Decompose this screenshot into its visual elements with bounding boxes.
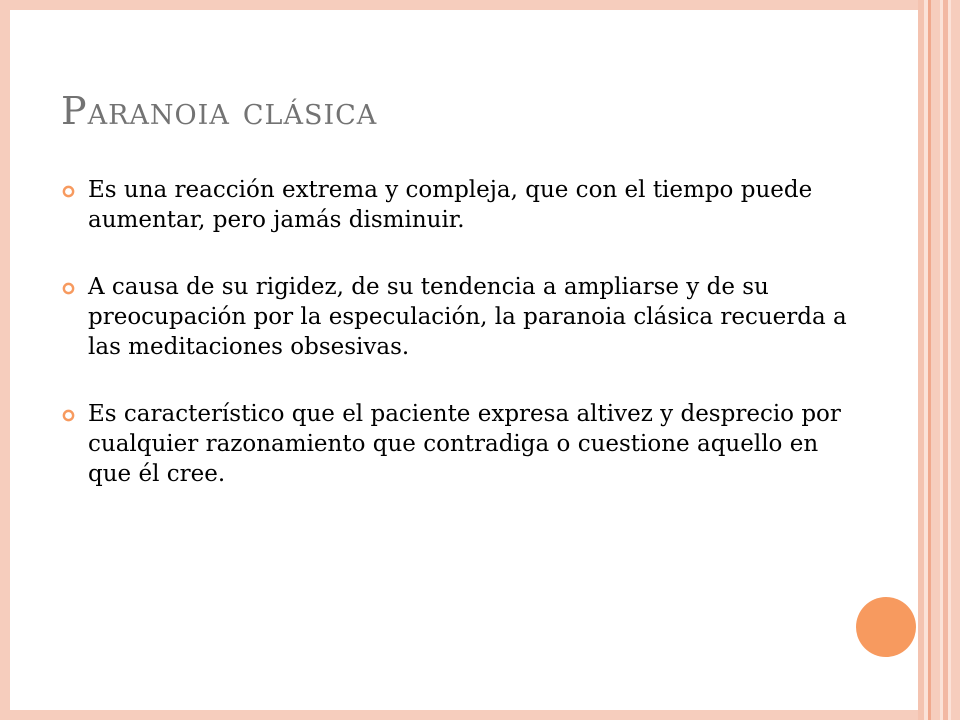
hollow-circle-bullet-icon (62, 185, 75, 198)
bullet-item (62, 272, 852, 362)
bullet-text: Es característico que el paciente expresa altivez y desprecio por cualquier razonamiento que contradiga o cuestione aquello en que él cree. (88, 401, 841, 487)
hollow-circle-bullet-icon (62, 409, 75, 422)
bullet-item (62, 399, 852, 489)
decorative-stripe (931, 0, 940, 720)
decorative-stripe (951, 0, 960, 720)
frame-top-border (0, 0, 920, 10)
accent-circle-decoration (856, 597, 916, 657)
hollow-circle-bullet-icon (62, 282, 75, 295)
bullet-text: Es una reacción extrema y compleja, que con el tiempo puede aumentar, pero jamás disminuir. (88, 177, 813, 233)
frame-left-border (0, 0, 10, 720)
slide-title: Paranoia clásica (61, 89, 378, 133)
bullet-list (62, 175, 852, 489)
bullet-item (62, 175, 852, 235)
bullet-text: A causa de su rigidez, de su tendencia a ampliarse y de su preocupación por la especulación, la paranoia clásica recuerda a las meditaciones obsesivas. (88, 274, 847, 360)
frame-bottom-border (0, 710, 920, 720)
